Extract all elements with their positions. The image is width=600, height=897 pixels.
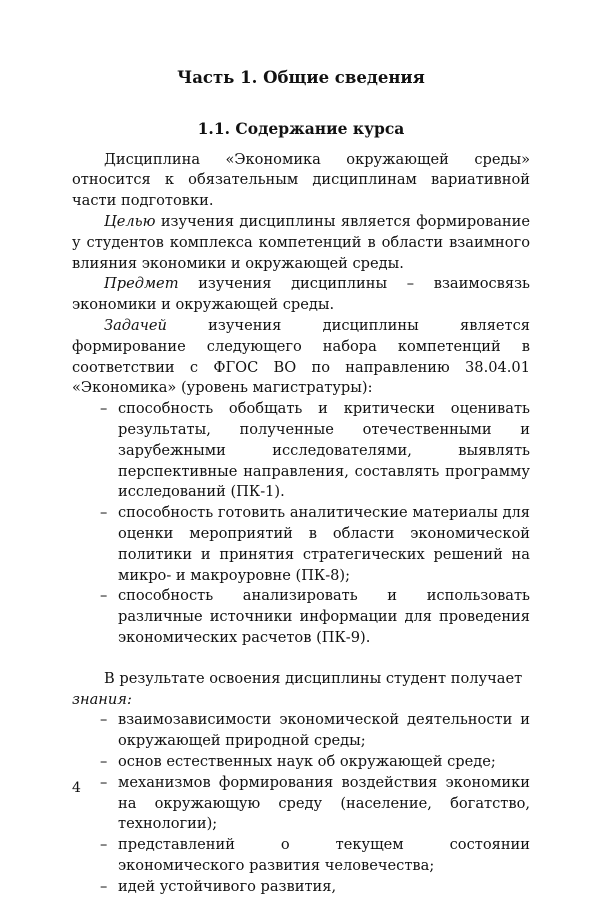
list-item bbox=[100, 752, 530, 773]
list-item bbox=[100, 877, 530, 897]
paragraph-goal bbox=[72, 212, 530, 274]
list-item-text: способность анализировать и использовать различные источники информации для проведения экономических расчетов (ПК-9). bbox=[118, 587, 530, 646]
paragraph-task bbox=[72, 316, 530, 399]
list-item-text: представлений о текущем состоянии экономического развития человечества; bbox=[118, 836, 530, 874]
goal-term: Целью bbox=[104, 212, 156, 230]
list-item-text: идей устойчивого развития, bbox=[118, 877, 337, 895]
part-title: Часть 1. Общие сведения bbox=[177, 68, 425, 87]
dash-marker: – bbox=[100, 773, 108, 791]
list-item-text: способность готовить аналитические материалы для оценки мероприятий в области экономической политики и принятия стратегических решений на микро- и макроуровне (ПК-8); bbox=[118, 504, 530, 584]
list-item bbox=[100, 710, 530, 752]
dash-marker: – bbox=[100, 587, 108, 605]
section-title: 1.1. Содержание курса bbox=[197, 118, 405, 138]
list-item-text: механизмов формирования воздействия экономики на окружающую среду (население, богатство, технологии); bbox=[118, 773, 530, 833]
page-number: 4 bbox=[72, 780, 81, 796]
knowledge-label: знания: bbox=[72, 690, 132, 708]
competency-list bbox=[72, 399, 530, 649]
dash-marker: – bbox=[100, 836, 108, 854]
list-item-text: основ естественных наук об окружающей среде; bbox=[118, 752, 496, 770]
page-body bbox=[72, 58, 530, 897]
list-item bbox=[100, 773, 530, 835]
list-item bbox=[100, 835, 530, 877]
list-item bbox=[100, 586, 530, 648]
dash-marker: – bbox=[100, 400, 108, 418]
spacer bbox=[72, 649, 530, 669]
dash-marker: – bbox=[100, 504, 108, 522]
list-item-text: способность обобщать и критически оценивать результаты, полученные отечественными и зарубежными исследователями, выявлять перспективные направления, составлять программу исследований (ПК-1). bbox=[118, 400, 530, 501]
subject-text: изучения дисциплины – взаимосвязь экономики и окружающей среды. bbox=[72, 275, 530, 314]
dash-marker: – bbox=[100, 877, 108, 895]
subject-term: Предмет bbox=[104, 275, 179, 293]
paragraph-subject bbox=[72, 274, 530, 316]
task-text: изучения дисциплины является формирование следующего набора компетенций в соответствии с ФГОС ВО по направлению 38.04.01 «Экономика» (уровень магистратуры): bbox=[72, 316, 530, 397]
list-item bbox=[100, 399, 530, 503]
knowledge-list bbox=[72, 710, 530, 897]
goal-text: изучения дисциплины является формирование у студентов комплекса компетенций в области взаимного влияния экономики и окружающей среды. bbox=[72, 212, 530, 272]
list-item bbox=[100, 503, 530, 586]
paragraph-discipline: Дисциплина «Экономика окружающей среды» относится к обязательным дисциплинам вариативной части подготовки. bbox=[72, 150, 530, 210]
paragraph-result-intro: В результате освоения дисциплины студент получает bbox=[104, 669, 523, 687]
task-term: Задачей bbox=[104, 316, 167, 334]
dash-marker: – bbox=[100, 711, 108, 729]
list-item-text: взаимозависимости экономической деятельности и окружающей природной среды; bbox=[118, 711, 530, 750]
dash-marker: – bbox=[100, 752, 108, 770]
